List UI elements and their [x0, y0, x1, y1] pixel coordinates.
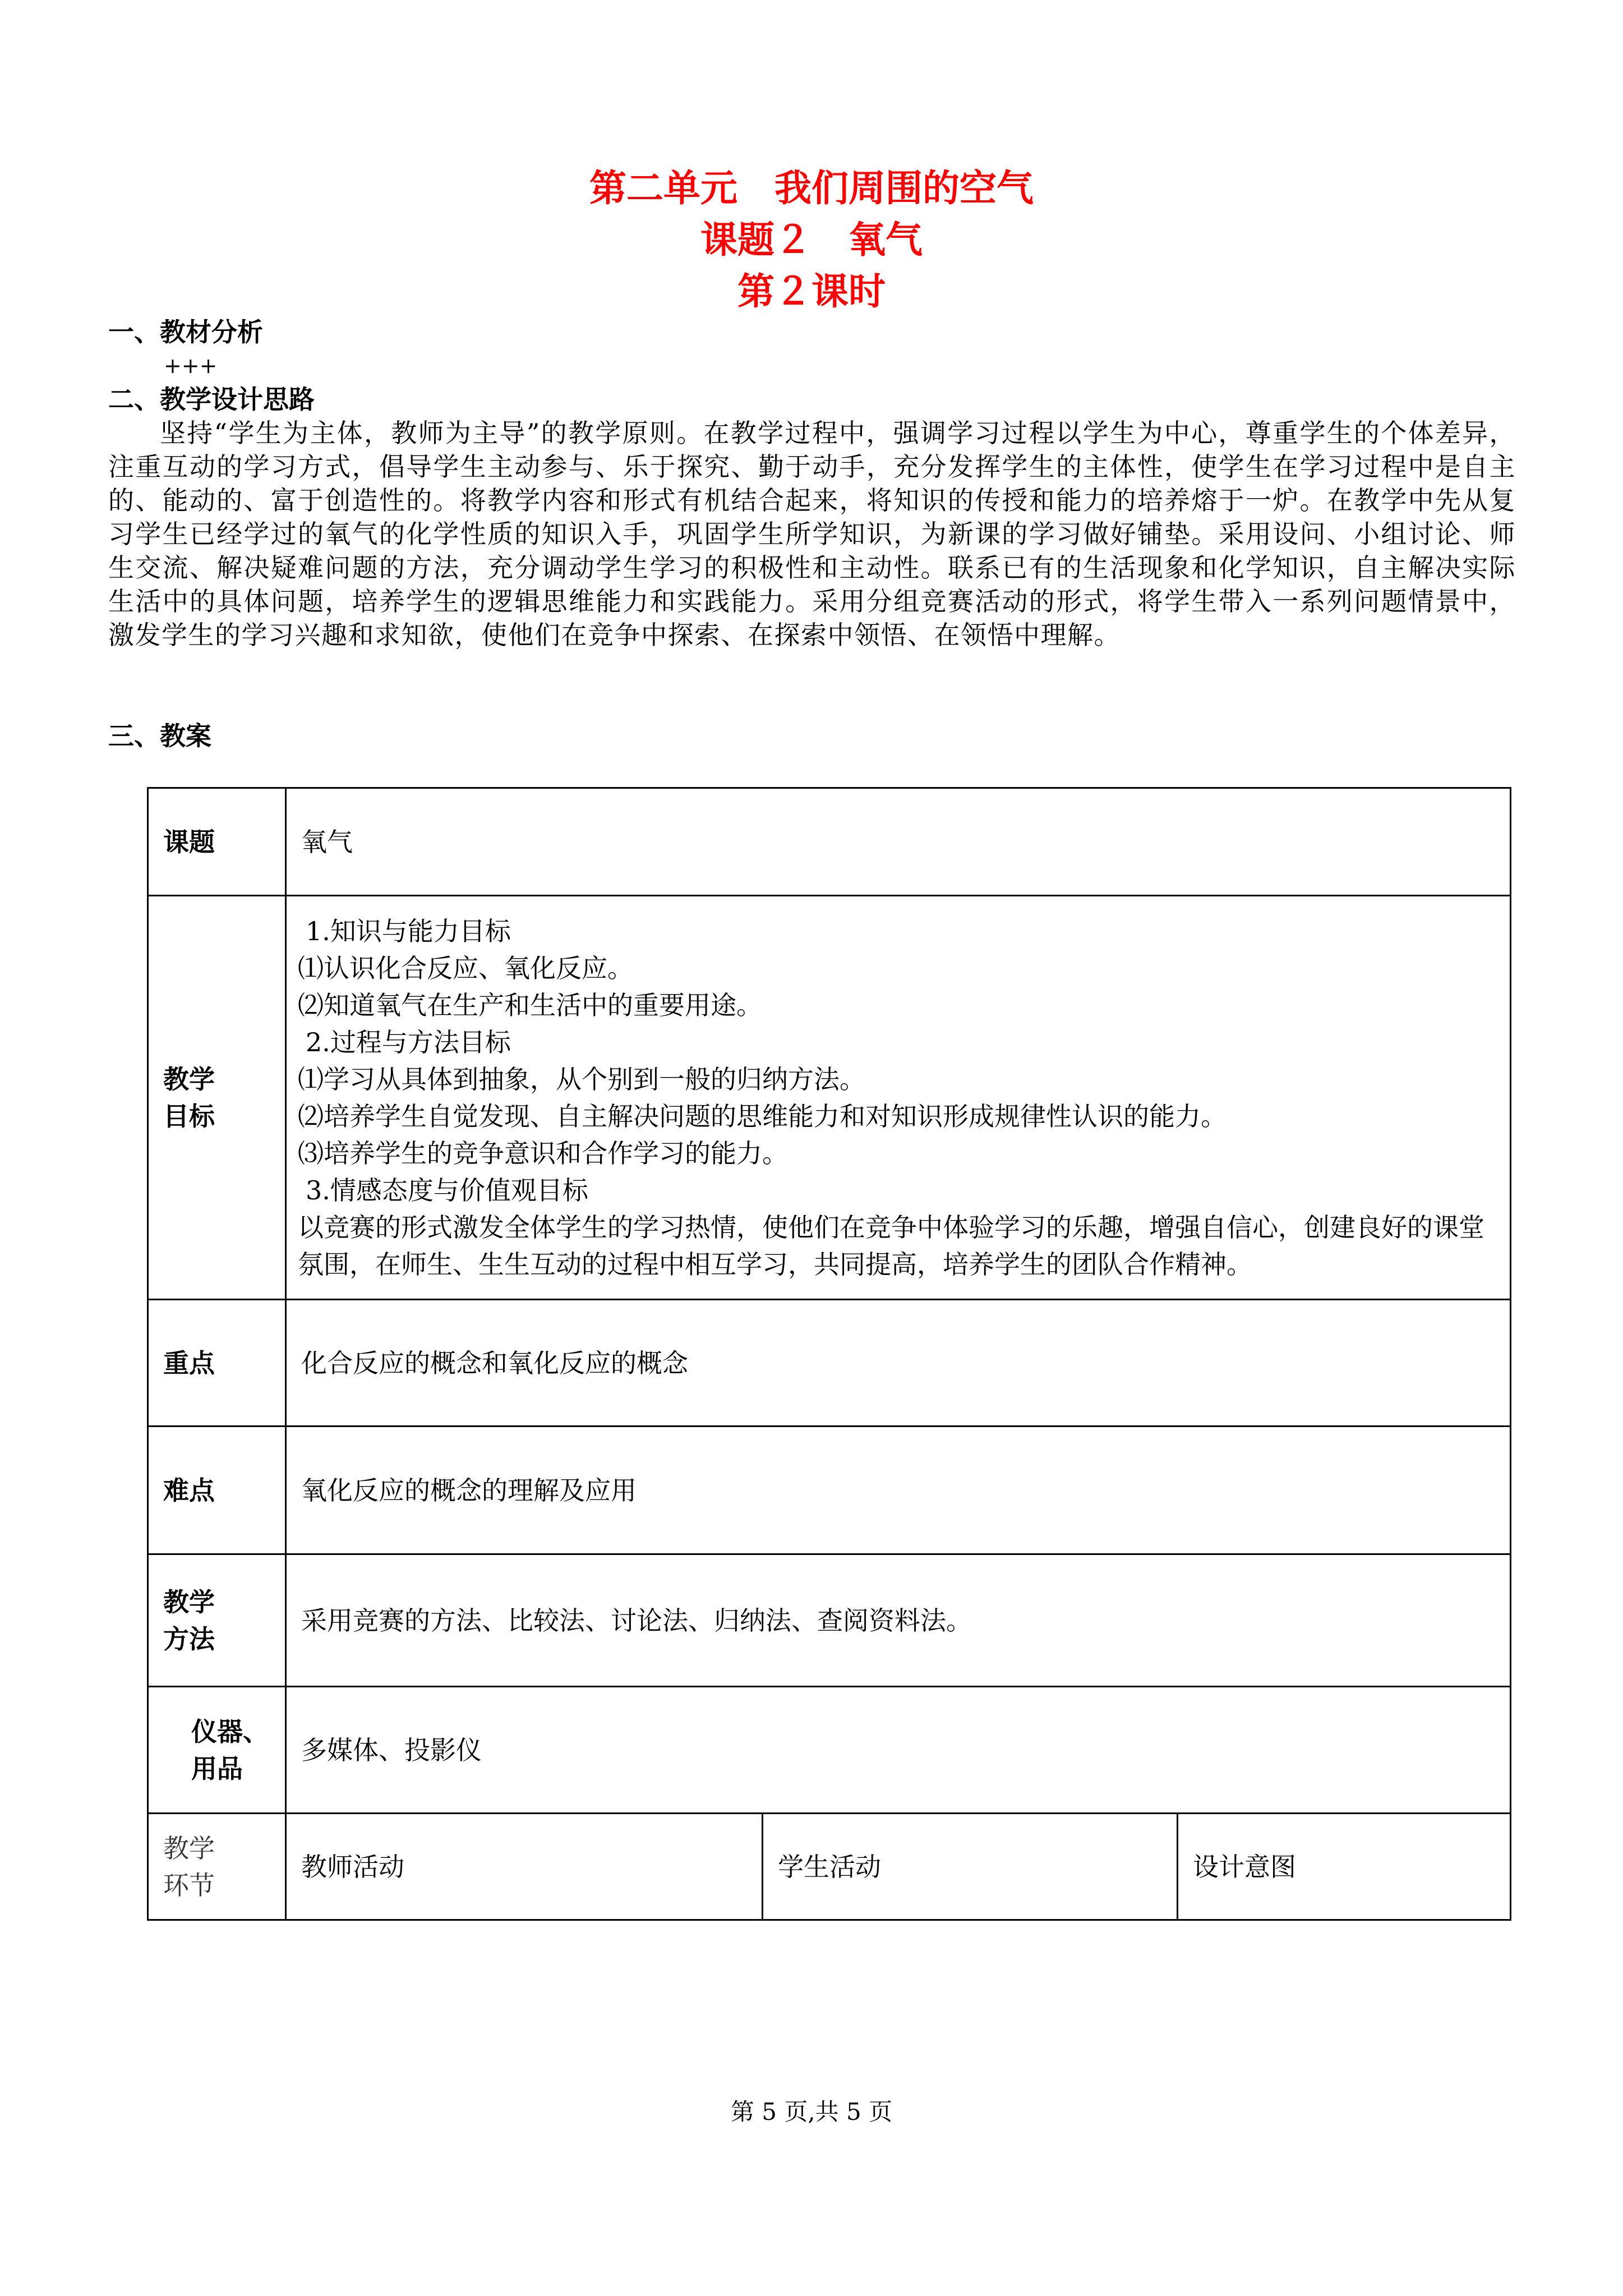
objectives-label: 教学 目标: [148, 896, 286, 1300]
topic-title: 课题２ 氧气: [700, 218, 923, 261]
objective-item: ⑴学习从具体到抽象，从个别到一般的归纳方法。: [298, 1064, 865, 1094]
objective-heading-1: 1.知识与能力目标: [306, 915, 511, 946]
design-intent-header: 设计意图: [1178, 1814, 1511, 1920]
method-value: 采用竞赛的方法、比较法、讨论法、归纳法、查阅资料法。: [286, 1554, 1511, 1687]
teacher-activity-header: 教师活动: [286, 1814, 763, 1920]
stage-label: 教学 环节: [148, 1814, 286, 1920]
page-footer: 第 5 页,共 5 页: [730, 2098, 893, 2125]
objective-item: ⑵知道氧气在生产和生活中的重要用途。: [298, 990, 762, 1020]
design-heading: 二、教学设计思路: [108, 384, 315, 415]
difficulty-label: 难点: [148, 1427, 286, 1554]
key-point-row: [148, 1300, 1511, 1427]
objective-heading-2: 2.过程与方法目标: [306, 1027, 511, 1057]
plan-heading: 三、教案: [108, 721, 211, 751]
student-activity-header: 学生活动: [763, 1814, 1178, 1920]
topic-label: 课题: [148, 788, 286, 896]
method-row: [148, 1554, 1511, 1687]
objectives-cell: [286, 896, 1511, 1300]
equipment-label: 仪器、 用品: [148, 1687, 286, 1814]
topic-value: 氧气: [286, 788, 1511, 896]
analysis-text: +++: [164, 353, 218, 378]
equipment-value: 多媒体、投影仪: [286, 1687, 1511, 1814]
document-title: [0, 163, 1623, 318]
method-label: 教学 方法: [148, 1554, 286, 1687]
period-title: 第２课时: [737, 270, 886, 313]
unit-title: 第二单元 我们周围的空气: [589, 167, 1034, 210]
objective-item: ⑴认识化合反应、氧化反应。: [298, 953, 633, 983]
topic-row: [148, 788, 1511, 896]
objective-heading-3: 3.情感态度与价值观目标: [306, 1175, 588, 1205]
objective-paragraph: 以竞赛的形式激发全体学生的学习热情，使他们在竞争中体验学习的乐趣，增强自信心，创建良好的课堂氛围，在师生、生生互动的过程中相互学习，共同提高，培养学生的团队合作精神。: [298, 1212, 1484, 1280]
key-point-value: 化合反应的概念和氧化反应的概念: [286, 1300, 1511, 1427]
design-paragraph: 坚持“学生为主体，教师为主导”的教学原则。在教学过程中，强调学习过程以学生为中心，尊重学生的个体差异，注重互动的学习方式，倡导学生主动参与、乐于探究、勤于动手，充分发挥学生的主体性，使学生在学习过程中是自主的、能动的、富于创造性的。将教学内容和形式有机结合起来，将知识的传授和能力的培养熔于一炉。在教学中先从复习学生已经学过的氧气的化学性质的知识入手，巩固学生所学知识，为新课的学习做好铺垫。采用设问、小组讨论、师生交流、解决疑难问题的方法，充分调动学生学习的积极性和主动性。联系已有的生活现象和化学知识，自主解决实际生活中的具体问题，培养学生的逻辑思维能力和实践能力。采用分组竞赛活动的形式，将学生带入一系列问题情景中，激发学生的学习兴趣和求知欲，使他们在竞争中探索、在探索中领悟、在领悟中理解。: [108, 418, 1516, 650]
objective-item: ⑵培养学生自觉发现、自主解决问题的思维能力和对知识形成规律性认识的能力。: [298, 1101, 1227, 1131]
difficulty-row: [148, 1427, 1511, 1554]
objectives-row: [148, 896, 1511, 1300]
difficulty-value: 氧化反应的概念的理解及应用: [286, 1427, 1511, 1554]
analysis-heading: 一、教材分析: [108, 317, 263, 347]
equipment-row: [148, 1687, 1511, 1814]
key-point-label: 重点: [148, 1300, 286, 1427]
objective-item: ⑶培养学生的竞争意识和合作学习的能力。: [298, 1138, 788, 1168]
lesson-plan-table: [147, 787, 1511, 1921]
activity-header-row: [148, 1814, 1511, 1920]
